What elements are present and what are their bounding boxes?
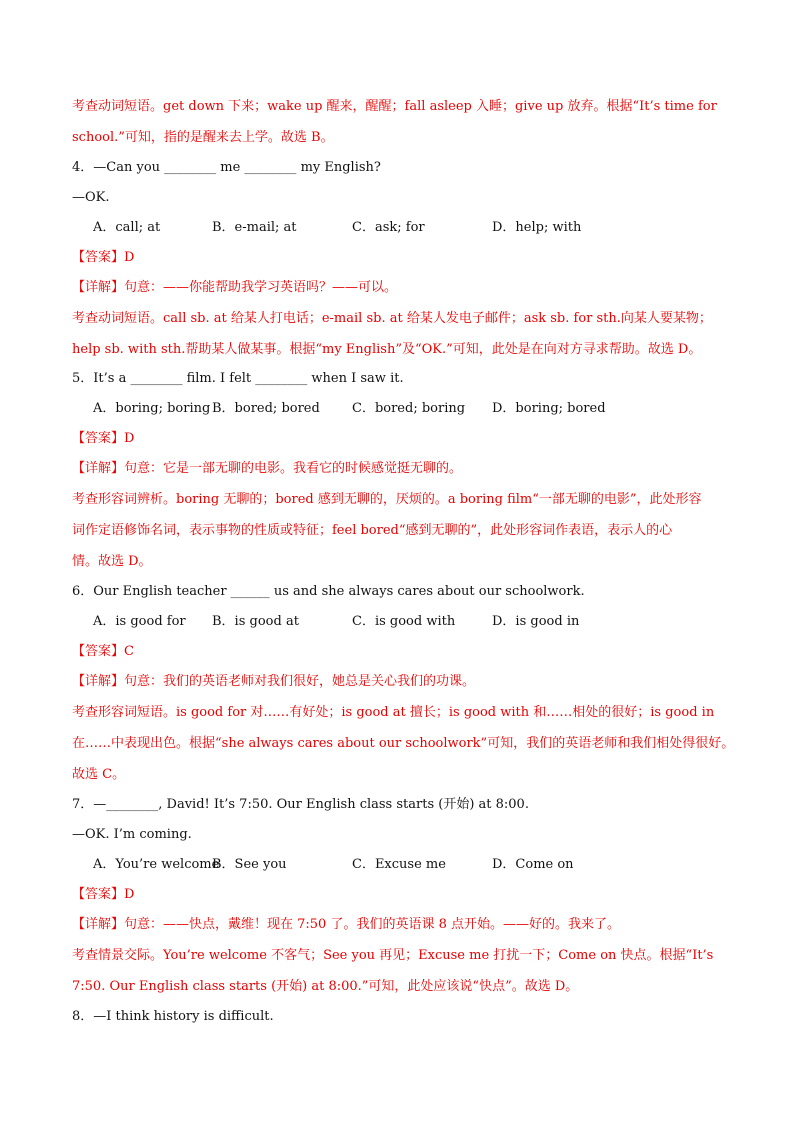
- q6-analysis-line-2: 在……中表现出色。根据“she always cares about our schoolwork”可知，我们的英语老师和我们相处得很好。: [72, 736, 735, 751]
- q3-analysis-line-1: 考查动词短语。get down 下来；wake up 醒来，醒醒；fall asleep 入睡；give up 放弃。根据“It’s time for: [72, 99, 717, 114]
- q3-analysis-line-2: school.”可知，指的是醒来去上学。故选 B。: [72, 130, 334, 145]
- q6-analysis-line-3: 故选 C。: [72, 767, 126, 782]
- q5-question: 5．It’s a ________ film. I felt ________ when I saw it.: [72, 371, 404, 386]
- q7-option-c: C．Excuse me: [352, 857, 446, 872]
- q7-answer: 【答案】D: [72, 887, 135, 902]
- q7-options: [93, 856, 574, 874]
- q7-analysis-line-2: 7:50. Our English class starts (开始) at 8:00.”可知，此处应该说“快点”。故选 D。: [72, 979, 579, 994]
- q5-analysis-line-3: 情。故选 D。: [72, 554, 152, 569]
- q5-option-d: D．boring; bored: [492, 401, 606, 416]
- q5-option-a: A．boring; boring: [93, 401, 211, 416]
- q4-option-d: D．help; with: [492, 220, 582, 235]
- q6-meaning: 【详解】句意：我们的英语老师对我们很好，她总是关心我们的功课。: [72, 674, 476, 689]
- q6-analysis-line-1: 考查形容词短语。is good for 对……有好处；is good at 擅长；is good with 和……相处的很好；is good in: [72, 705, 715, 720]
- q6-options: [93, 613, 579, 631]
- q5-option-b: B．bored; bored: [212, 401, 320, 416]
- q4-analysis-line-1: 考查动词短语。call sb. at 给某人打电话；e-mail sb. at 给某人发电子邮件；ask sb. for sth.向某人要某物；: [72, 311, 712, 326]
- q7-option-b: B．See you: [212, 857, 287, 872]
- q5-analysis-line-1: 考查形容词辨析。boring 无聊的；bored 感到无聊的，厌烦的。a boring film“一部无聊的电影”，此处形容: [72, 492, 702, 507]
- q4-option-a: A．call; at: [93, 220, 161, 235]
- q7-question: 7．—________, David! It’s 7:50. Our English class starts (开始) at 8:00.: [72, 797, 529, 812]
- q5-options: [93, 400, 606, 418]
- q7-response: —OK. I’m coming.: [72, 827, 192, 842]
- q5-option-c: C．bored; boring: [352, 401, 466, 416]
- q4-meaning: 【详解】句意：——你能帮助我学习英语吗？——可以。: [72, 280, 398, 295]
- q4-response: —OK.: [72, 190, 110, 205]
- q4-question: 4．—Can you ________ me ________ my English?: [72, 160, 381, 175]
- q6-option-b: B．is good at: [212, 614, 299, 629]
- q6-answer: 【答案】C: [72, 644, 134, 659]
- q4-answer: 【答案】D: [72, 250, 135, 265]
- q6-option-d: D．is good in: [492, 614, 580, 629]
- q5-analysis-line-2: 词作定语修饰名词，表示事物的性质或特征；feel bored“感到无聊的”，此处形容词作表语，表示人的心: [72, 523, 673, 538]
- q5-meaning: 【详解】句意：它是一部无聊的电影。我看它的时候感觉挺无聊的。: [72, 461, 463, 476]
- q6-option-a: A．is good for: [93, 614, 186, 629]
- q4-option-c: C．ask; for: [352, 220, 425, 235]
- q8-question: 8．—I think history is difficult.: [72, 1009, 274, 1024]
- q7-analysis-line-1: 考查情景交际。You’re welcome 不客气；See you 再见；Excuse me 打扰一下；Come on 快点。根据“It’s: [72, 948, 714, 963]
- q7-option-a: A．You’re welcome: [93, 857, 220, 872]
- q7-meaning: 【详解】句意：——快点，戴维！现在 7:50 了。我们的英语课 8 点开始。——好的。我来了。: [72, 917, 620, 932]
- q6-question: 6．Our English teacher ______ us and she always cares about our schoolwork.: [72, 584, 585, 599]
- q4-analysis-line-2: help sb. with sth.帮助某人做某事。根据“my English”及“OK.”可知，此处是在向对方寻求帮助。故选 D。: [72, 342, 702, 357]
- q6-option-c: C．is good with: [352, 614, 456, 629]
- q7-option-d: D．Come on: [492, 857, 574, 872]
- q4-option-b: B．e-mail; at: [212, 220, 297, 235]
- q4-options: [93, 219, 581, 237]
- q5-answer: 【答案】D: [72, 431, 135, 446]
